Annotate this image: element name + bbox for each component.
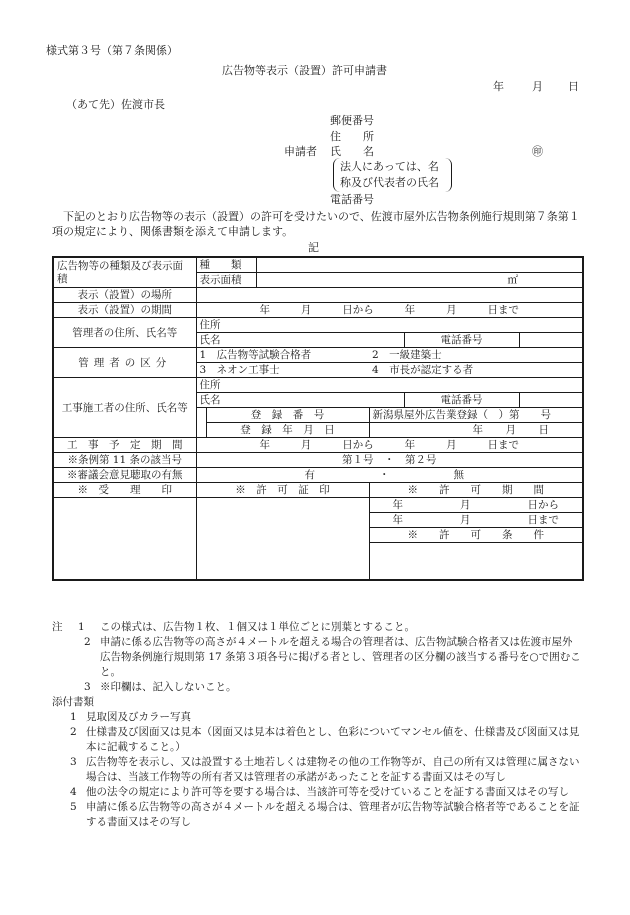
table-row — [53, 498, 583, 513]
permit-to-day: 日まで — [527, 514, 559, 526]
attachments-label: 添付書類 — [52, 696, 94, 708]
period-month-2: 月 — [446, 304, 457, 316]
attachment-number: 4 — [70, 786, 77, 798]
manager-label: 管理者の住所、氏名等 — [53, 318, 196, 348]
schedule-month-1: 月 — [300, 439, 312, 451]
table-row — [53, 438, 583, 453]
manager-address-field[interactable] — [196, 318, 583, 333]
place-label: 表示（設置）の場所 — [53, 288, 196, 303]
postal-code-label: 郵便番号 — [330, 114, 374, 127]
permit-to-field — [369, 513, 583, 528]
contractor-name-field[interactable] — [196, 393, 404, 408]
manager-class-label: 管理者の区分 — [53, 348, 196, 378]
table-row — [53, 257, 583, 273]
reg-date-field[interactable] — [369, 423, 583, 438]
schedule-year-1: 年 — [259, 439, 270, 451]
attachments-heading — [52, 695, 582, 710]
manager-phone-label: 電話番号 — [404, 333, 519, 348]
council-no: 無 — [453, 469, 464, 481]
area-field[interactable] — [256, 273, 583, 288]
attachment-text: 広告物等を表示し、又は設置する土地若しくは建物その他の工作物等が、自己の所有又は管理に属さない場合は、当該工作物等の所有者又は管理者の承諾があったことを証する書面又はその写し — [86, 756, 580, 783]
permit-to-year: 年 — [392, 514, 403, 526]
manager-name-field[interactable] — [196, 333, 404, 348]
note-number: 3 — [84, 681, 91, 693]
attachment-item — [52, 710, 582, 725]
kind-field[interactable] — [256, 257, 583, 273]
note-item — [52, 620, 582, 635]
class-option-2[interactable]: 2 一級建築士 — [369, 348, 583, 363]
addressee: （あて先）佐渡市長 — [66, 98, 165, 111]
class-option-3[interactable]: 3 ネオン工事士 — [196, 363, 369, 378]
schedule-year-2: 年 — [404, 439, 416, 451]
schedule-field[interactable] — [196, 438, 583, 453]
period-label: 表示（設置）の期間 — [53, 303, 196, 318]
permit-from-year: 年 — [392, 499, 403, 511]
attachment-text: 見取図及びカラー写真 — [86, 711, 191, 723]
date-month-label: 月 — [532, 80, 543, 93]
council-field[interactable] — [196, 468, 583, 483]
table-row — [53, 318, 583, 333]
application-statement: 下記のとおり広告物等の表示（設置）の許可を受けたいので、佐渡市屋外広告物条例施行規則第７条第１項の規定により、関係書類を添えて申請します。 — [52, 210, 580, 238]
schedule-day-1: 日から — [342, 439, 374, 451]
note-text: この様式は、広告物１枚、１個又は１単位ごとに別葉とすること。 — [100, 621, 415, 633]
date-day-label: 日 — [568, 80, 579, 93]
name-label: 氏 名 — [330, 145, 374, 158]
manager-address-label: 住所 — [199, 319, 221, 331]
form-title: 広告物等表示（設置）許可申請書 — [222, 64, 387, 77]
period-month-1: 月 — [300, 304, 312, 316]
note-item — [52, 680, 582, 695]
corporate-note-line2: 称及び代表者の氏名 — [340, 176, 439, 189]
permit-condition-box — [369, 543, 583, 581]
reg-day: 日 — [538, 424, 549, 436]
receipt-seal-label: ※ 受 理 印 — [53, 483, 196, 498]
address-label: 住 所 — [330, 130, 374, 143]
attachment-item — [52, 785, 582, 800]
ordinance-label: ※条例第 11 条の該当号 — [53, 453, 196, 468]
ki-heading: 記 — [308, 241, 319, 254]
table-row — [53, 378, 583, 393]
ad-kind-area-label: 広告物等の種類及び表示面積 — [53, 257, 196, 288]
contractor-address-label: 住所 — [199, 379, 221, 391]
council-label: ※審議会意見聴取の有無 — [53, 468, 196, 483]
indent-spacer — [196, 408, 206, 423]
contractor-name-label: 氏名 — [199, 394, 221, 406]
notes-label: 注 — [52, 621, 63, 633]
period-year-1: 年 — [259, 304, 270, 316]
application-table — [52, 256, 584, 581]
manager-phone-field[interactable] — [519, 333, 583, 348]
ordinance-field[interactable]: 第１号 ・ 第２号 — [196, 453, 583, 468]
note-text: 申請に係る広告物等の高さが４メートルを超える場合の管理者は、広告物試験合格者又は佐渡市屋外広告物条例施行規則第 17 条第３項各号に掲げる者とし、管理者の区分欄の該当する番号を○で囲むこと。 — [100, 636, 581, 678]
attachment-item — [52, 725, 582, 755]
reg-no-label: 登 録 番 号 — [206, 408, 369, 423]
note-text: ※印欄は、記入しないこと。 — [100, 681, 237, 693]
class-option-4[interactable]: 4 市長が認定する者 — [369, 363, 583, 378]
permit-from-day: 日から — [527, 499, 559, 511]
period-day-2: 日まで — [487, 304, 519, 316]
notes-section — [52, 620, 582, 830]
permit-condition-label: ※ 許 可 条 件 — [369, 528, 583, 543]
reg-year: 年 — [472, 424, 483, 436]
phone-label: 電話番号 — [330, 193, 374, 206]
table-row — [53, 348, 583, 363]
table-row — [53, 468, 583, 483]
table-row — [53, 453, 583, 468]
council-yes: 有 — [304, 469, 315, 481]
attachment-text: 申請に係る広告物等の高さが４メートルを超える場合は、管理者が広告物等試験合格者等であることを証する書面又はその写し — [86, 801, 580, 828]
period-field[interactable] — [196, 303, 583, 318]
permit-to-month: 月 — [460, 514, 471, 526]
table-row — [53, 303, 583, 318]
applicant-label: 申請者 — [284, 145, 317, 158]
attachment-item — [52, 800, 582, 830]
class-option-1[interactable]: 1 広告物等試験合格者 — [196, 348, 369, 363]
place-field[interactable] — [196, 288, 583, 303]
permit-from-field — [369, 498, 583, 513]
permit-period-label: ※ 許 可 期 間 — [369, 483, 583, 498]
manager-name-label: 氏名 — [199, 334, 221, 346]
attachment-number: 5 — [70, 801, 77, 813]
reg-month: 月 — [505, 424, 516, 436]
reg-no-field[interactable]: 新潟県屋外広告業登録（ ）第 号 — [369, 408, 583, 423]
note-number: 1 — [78, 621, 85, 633]
attachment-number: 2 — [70, 726, 77, 738]
receipt-seal-box — [53, 498, 196, 581]
reg-date-label: 登 録 年 月 日 — [206, 423, 369, 438]
date-year-label: 年 — [493, 80, 504, 93]
permit-cert-box — [196, 498, 369, 581]
permit-from-month: 月 — [460, 499, 471, 511]
seal-mark: ㊞ — [532, 145, 543, 158]
schedule-day-2: 日まで — [487, 439, 519, 451]
period-year-2: 年 — [404, 304, 416, 316]
attachment-text: 他の法令の規定により許可等を要する場合は、当該許可等を受けていることを証する書面又はその写し — [86, 786, 569, 798]
note-item — [52, 635, 582, 680]
contractor-label: 工事施工者の住所、氏名等 — [53, 378, 196, 438]
attachment-number: 3 — [70, 756, 77, 768]
corporate-note-line1: 法人にあっては、名 — [340, 160, 439, 173]
schedule-label: 工 事 予 定 期 間 — [53, 438, 196, 453]
period-day-1: 日から — [342, 304, 374, 316]
kind-label: 種 類 — [196, 257, 256, 273]
area-unit: ㎡ — [507, 274, 518, 286]
attachment-number: 1 — [70, 711, 77, 723]
table-row — [53, 483, 583, 498]
attachment-item — [52, 755, 582, 785]
table-row — [53, 288, 583, 303]
contractor-phone-label: 電話番号 — [404, 393, 519, 408]
area-label: 表示面積 — [196, 273, 256, 288]
indent-spacer — [196, 423, 206, 438]
form-number: 様式第３号（第７条関係） — [46, 44, 178, 57]
note-number: 2 — [84, 636, 91, 648]
contractor-phone-field[interactable] — [519, 393, 583, 408]
schedule-month-2: 月 — [446, 439, 457, 451]
attachment-text: 仕様書及び図面又は見本（図面又は見本は着色とし、色彩についてマンセル値を、仕様書及び図面又は見本に記載すること。） — [86, 726, 580, 753]
permit-cert-label: ※ 許 可 証 印 — [196, 483, 369, 498]
contractor-address-field[interactable] — [196, 378, 583, 393]
council-separator: ・ — [379, 469, 390, 481]
